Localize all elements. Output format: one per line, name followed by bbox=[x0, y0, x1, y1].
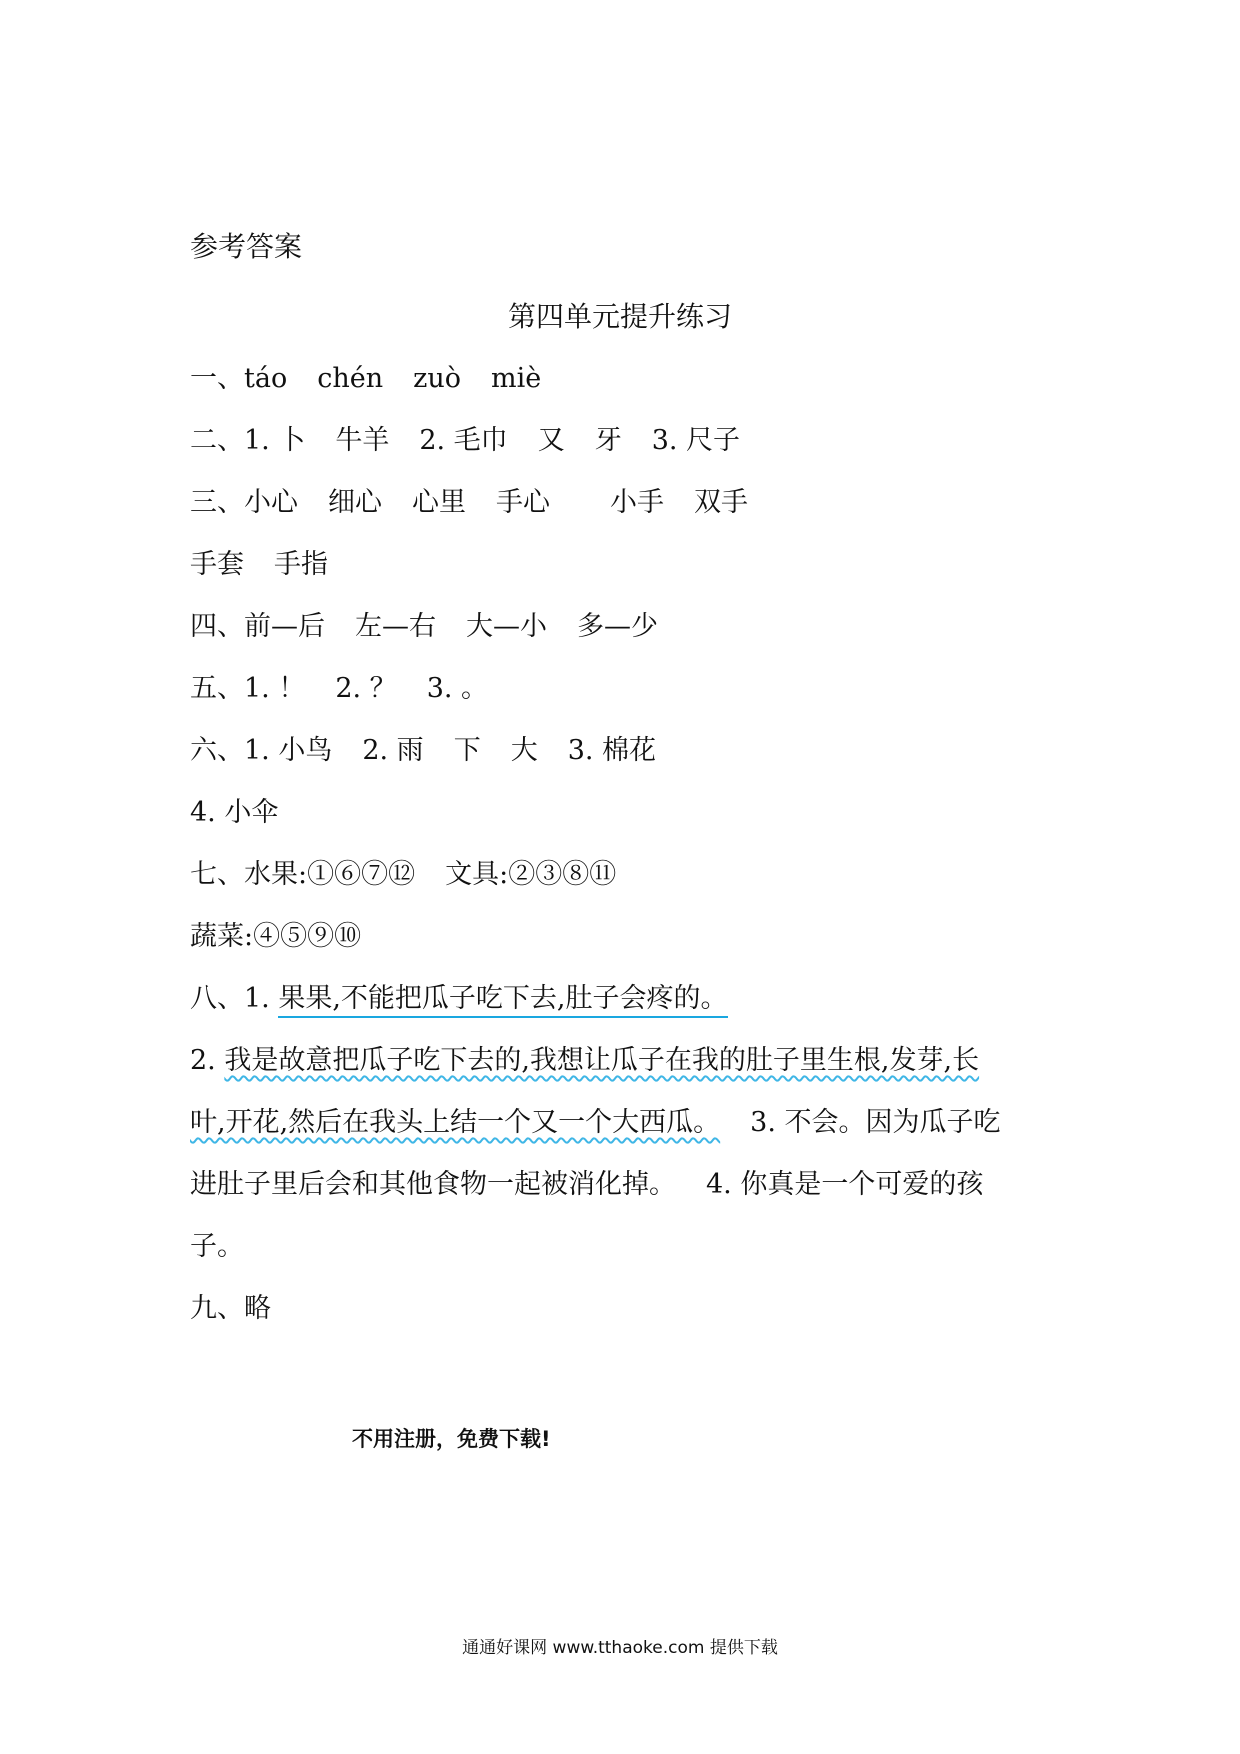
answer-item: 2. 雨 bbox=[362, 735, 424, 766]
question-label: 七、 bbox=[190, 859, 244, 890]
answer-item: 下 bbox=[453, 735, 481, 766]
answer-item: 4. 小伞 bbox=[190, 797, 279, 828]
answer-item: 略 bbox=[244, 1293, 271, 1324]
page-title: 第四单元提升练习 bbox=[507, 300, 732, 333]
answer-sentence: 进肚子里后会和其他食物一起被消化掉。 bbox=[190, 1169, 676, 1200]
antonym-pair: 左—右 bbox=[355, 611, 436, 642]
category-fruit: 水果:①⑥⑦⑫ bbox=[244, 859, 416, 890]
answer-line-3-cont bbox=[190, 548, 328, 582]
word-item: 小手 bbox=[610, 487, 664, 518]
antonym-pair: 前—后 bbox=[244, 611, 325, 642]
answer-sentence-underlined: 果果,不能把瓜子吃下去,肚子会疼的。 bbox=[278, 983, 727, 1018]
answer-line-6-cont bbox=[190, 796, 278, 830]
answer-sentence: 4. 你真是一个可爱的孩 bbox=[706, 1169, 984, 1200]
answer-line-8-5 bbox=[190, 1230, 244, 1264]
answer-sentence-wavy: 叶,开花,然后在我头上结一个又一个大西瓜。 bbox=[190, 1107, 721, 1138]
answer-line-7-cont bbox=[190, 920, 361, 954]
antonym-pair: 多—少 bbox=[577, 611, 658, 642]
pinyin-item: táo bbox=[244, 363, 288, 394]
answer-item: 牙 bbox=[594, 425, 622, 456]
word-item: 双手 bbox=[694, 487, 748, 518]
answer-line-8-4 bbox=[190, 1168, 983, 1202]
answer-number: 1. bbox=[244, 983, 279, 1014]
word-item: 手心 bbox=[496, 487, 550, 518]
answer-item: 3. 尺子 bbox=[651, 425, 741, 456]
answer-line-9 bbox=[190, 1292, 271, 1326]
word-item: 心里 bbox=[412, 487, 466, 518]
answer-line-2 bbox=[190, 424, 740, 458]
answer-item: 2. 毛巾 bbox=[419, 425, 508, 456]
question-label: 二、 bbox=[190, 425, 244, 456]
pinyin-item: chén bbox=[317, 363, 384, 394]
question-label: 九、 bbox=[190, 1293, 244, 1324]
word-item: 小心 bbox=[244, 487, 298, 518]
antonym-pair: 大—小 bbox=[466, 611, 547, 642]
question-label: 五、 bbox=[190, 673, 244, 704]
answer-line-6 bbox=[190, 734, 656, 768]
question-label: 三、 bbox=[190, 487, 244, 518]
footer-credit: 通通好课网 www.tthaoke.com 提供下载 bbox=[462, 1638, 778, 1658]
word-item: 手套 bbox=[190, 549, 244, 580]
answer-item: 大 bbox=[510, 735, 538, 766]
punctuation-item: 3. 。 bbox=[426, 673, 489, 704]
punctuation-item: 2. ？ bbox=[335, 673, 397, 704]
question-label: 四、 bbox=[190, 611, 244, 642]
answer-line-3 bbox=[190, 486, 748, 520]
answer-line-1 bbox=[190, 362, 541, 396]
answer-sentence-wavy: 我是故意把瓜子吃下去的,我想让瓜子在我的肚子里生根,发芽,长 bbox=[224, 1045, 980, 1076]
punctuation-item: 1. ！ bbox=[244, 673, 306, 704]
answer-item: 牛羊 bbox=[335, 425, 390, 456]
answer-item: 1. 卜 bbox=[244, 425, 306, 456]
word-item: 手指 bbox=[274, 549, 328, 580]
answer-item: 又 bbox=[537, 425, 565, 456]
category-stationery: 文具:②③⑧⑪ bbox=[445, 859, 617, 890]
question-label: 六、 bbox=[190, 735, 244, 766]
pinyin-item: zuò bbox=[413, 363, 461, 394]
download-slogan: 不用注册，免费下载! bbox=[352, 1427, 551, 1451]
answer-line-8-3 bbox=[190, 1106, 1001, 1140]
answer-sentence: 子。 bbox=[190, 1231, 244, 1262]
answer-item: 3. 棉花 bbox=[567, 735, 657, 766]
answer-line-7 bbox=[190, 858, 616, 892]
answer-number: 2. bbox=[190, 1045, 225, 1076]
answer-line-4 bbox=[190, 610, 658, 644]
answer-line-8 bbox=[190, 982, 728, 1016]
question-label: 一、 bbox=[190, 363, 244, 394]
answer-item: 1. 小鸟 bbox=[244, 735, 333, 766]
answer-sentence: 3. 不会。因为瓜子吃 bbox=[750, 1107, 1001, 1138]
pinyin-item: miè bbox=[490, 363, 542, 394]
answer-line-5 bbox=[190, 672, 488, 706]
category-vegetable: 蔬菜:④⑤⑨⑩ bbox=[190, 921, 362, 952]
answer-line-8-2 bbox=[190, 1044, 979, 1078]
word-item: 细心 bbox=[328, 487, 382, 518]
answer-heading: 参考答案 bbox=[190, 230, 303, 263]
question-label: 八、 bbox=[190, 983, 244, 1014]
